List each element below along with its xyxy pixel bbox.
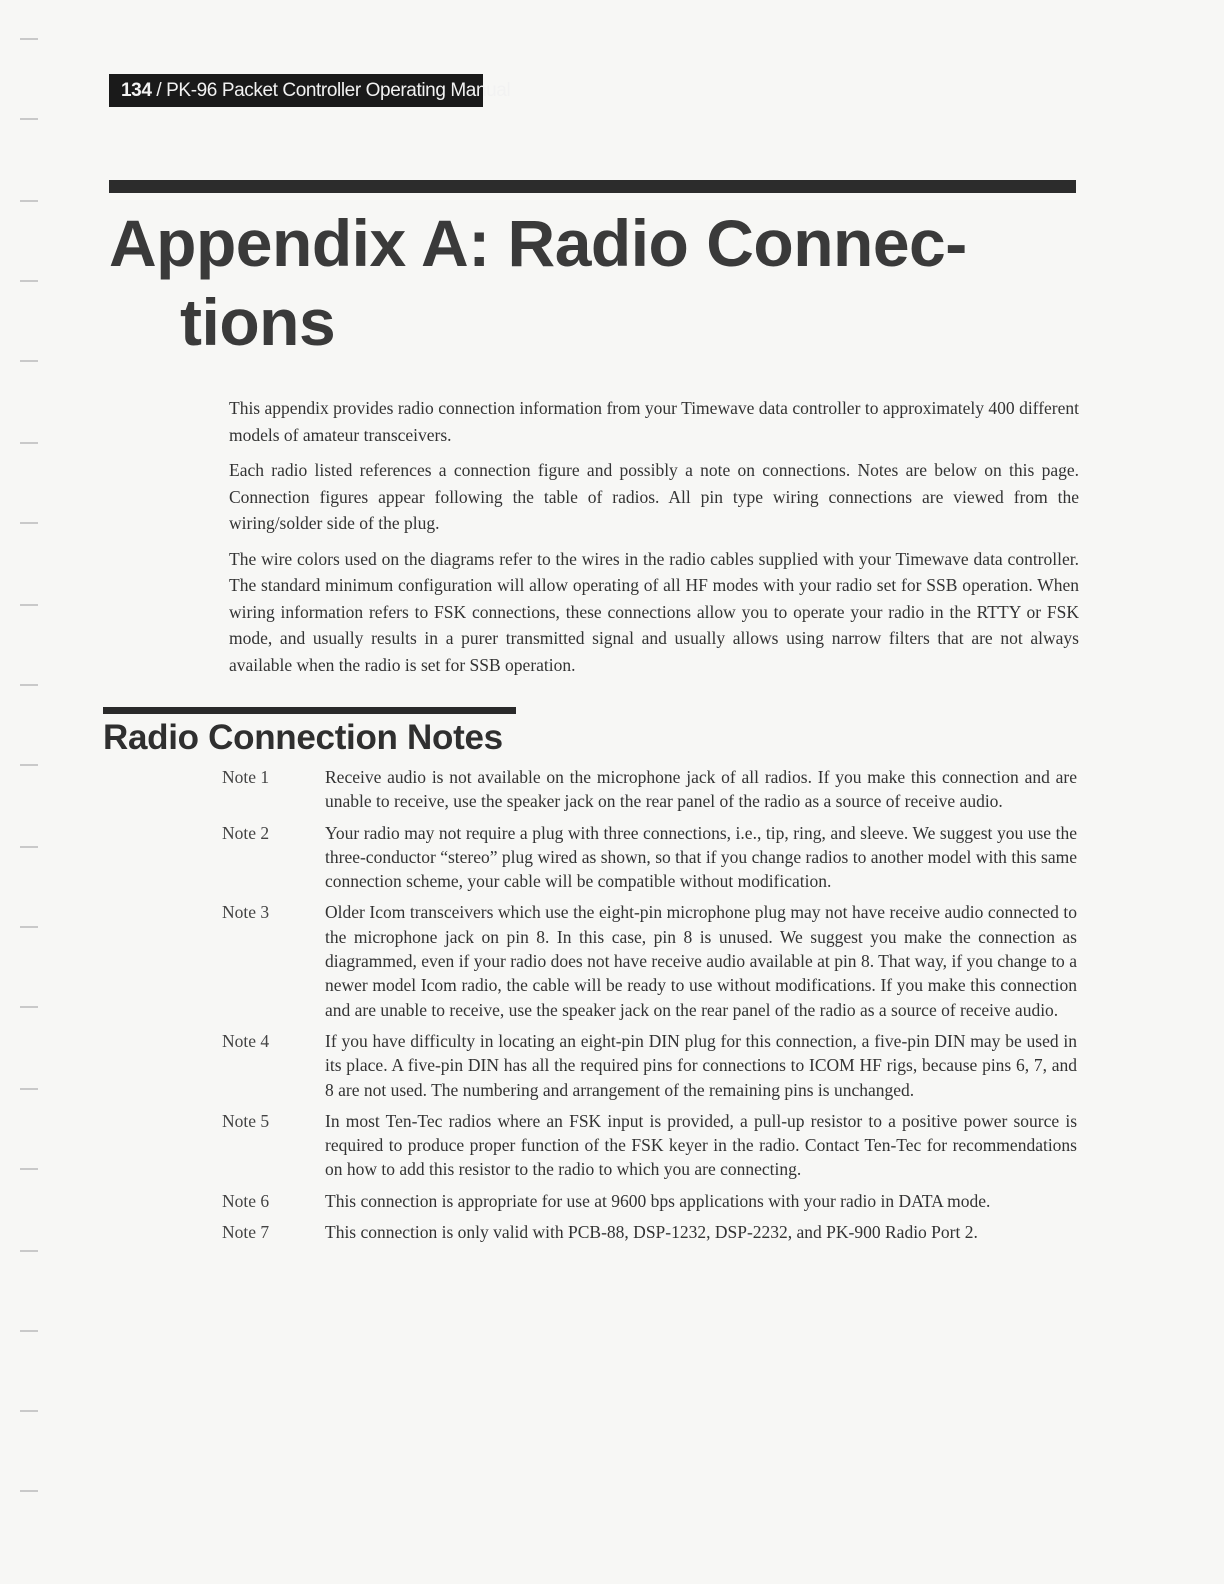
note-item [222, 765, 1077, 814]
note-label: Note 1 [222, 767, 270, 787]
section-heading: Radio Connection Notes [103, 718, 503, 757]
note-item [222, 821, 1077, 894]
manual-title: / PK-96 Packet Controller Operating Manual [151, 80, 511, 101]
section-rule [103, 707, 516, 714]
note-text: This connection is only valid with PCB-88, DSP-1232, DSP-2232, and PK-900 Radio Port 2. [325, 1222, 978, 1243]
intro-paragraph: Each radio listed references a connection figure and possibly a note on connections. Notes are below on this page. Connection figures appear following the table of radios. All pin type wiring connections are viewed from the wiring/solder side of the plug. [229, 460, 1079, 533]
note-item [222, 1189, 1077, 1213]
note-item [222, 1029, 1077, 1102]
page-title [109, 204, 1009, 362]
page-number: 134 [121, 80, 152, 101]
intro-paragraph: The wire colors used on the diagrams refer to the wires in the radio cables supplied with your Timewave data controller. The standard minimum configuration will allow operating of all HF modes with your radio set for SSB operation. When wiring information refers to FSK connections, these connections allow you to operate your radio in the RTTY or FSK mode, and usually results in a purer transmitted signal and usually allows using narrow filters that are not always available when the radio is set for SSB operation. [229, 548, 1079, 675]
intro-paragraph: This appendix provides radio connection information from your Timewave data controller to approximately 400 different models of amateur transceivers. [229, 398, 1079, 445]
note-label: Note 6 [222, 1190, 270, 1211]
note-text: Older Icom transceivers which use the eight-pin microphone plug may not have receive audio connected to the microphone jack on pin 8. In this case, pin 8 is unused. We suggest you make the connection as diagrammed, even if your radio does not have receive audio available at pin 8. That way, if you change to a newer model Icom radio, the cable will be ready to use without modifications. If you make this connection and are unable to receive, use the speaker jack on the rear panel of the radio as a source of receive audio. [325, 902, 1077, 1020]
title-rule [109, 180, 1076, 193]
note-text: In most Ten-Tec radios where an FSK input is provided, a pull-up resistor to a positive power source is required to produce proper function of the FSK keyer in the radio. Contact Ten-Tec for recommendations on how to add this resistor to the radio to which you are connecting. [325, 1110, 1077, 1180]
page-title-line-2: tions [180, 285, 336, 359]
binding-edge-marks [0, 0, 40, 1584]
note-label: Note 2 [222, 822, 270, 843]
note-label: Note 3 [222, 902, 270, 923]
notes-list [222, 765, 1077, 1251]
running-head [109, 74, 511, 107]
note-text: Your radio may not require a plug with three connections, i.e., tip, ring, and sleeve. We suggest you use the three-conductor “stereo” plug wired as shown, so that if you change radios to another model with this same connection scheme, your cable will be compatible without modification. [325, 822, 1077, 892]
note-text: If you have difficulty in locating an eight-pin DIN plug for this connection, a five-pin DIN may be used in its place. A five-pin DIN has all the required pins for connections to ICOM HF rigs, because pins 6, 7, and 8 are not used. The numbering and arrangement of the remaining pins is unchanged. [325, 1030, 1077, 1100]
note-label: Note 5 [222, 1110, 270, 1131]
intro-section [229, 395, 1079, 687]
note-label: Note 7 [222, 1222, 270, 1243]
note-item [222, 900, 1077, 1021]
page-title-line-1: Appendix A: Radio Connec- [109, 206, 967, 280]
note-label: Note 4 [222, 1030, 270, 1051]
note-text: This connection is appropriate for use at 9600 bps applications with your radio in DATA mode. [325, 1190, 991, 1211]
note-item [222, 1109, 1077, 1182]
note-text: Receive audio is not available on the microphone jack of all radios. If you make this connection and are unable to receive, use the speaker jack on the rear panel of the radio as a source of receive audio. [325, 767, 1077, 812]
note-item [222, 1220, 1077, 1244]
